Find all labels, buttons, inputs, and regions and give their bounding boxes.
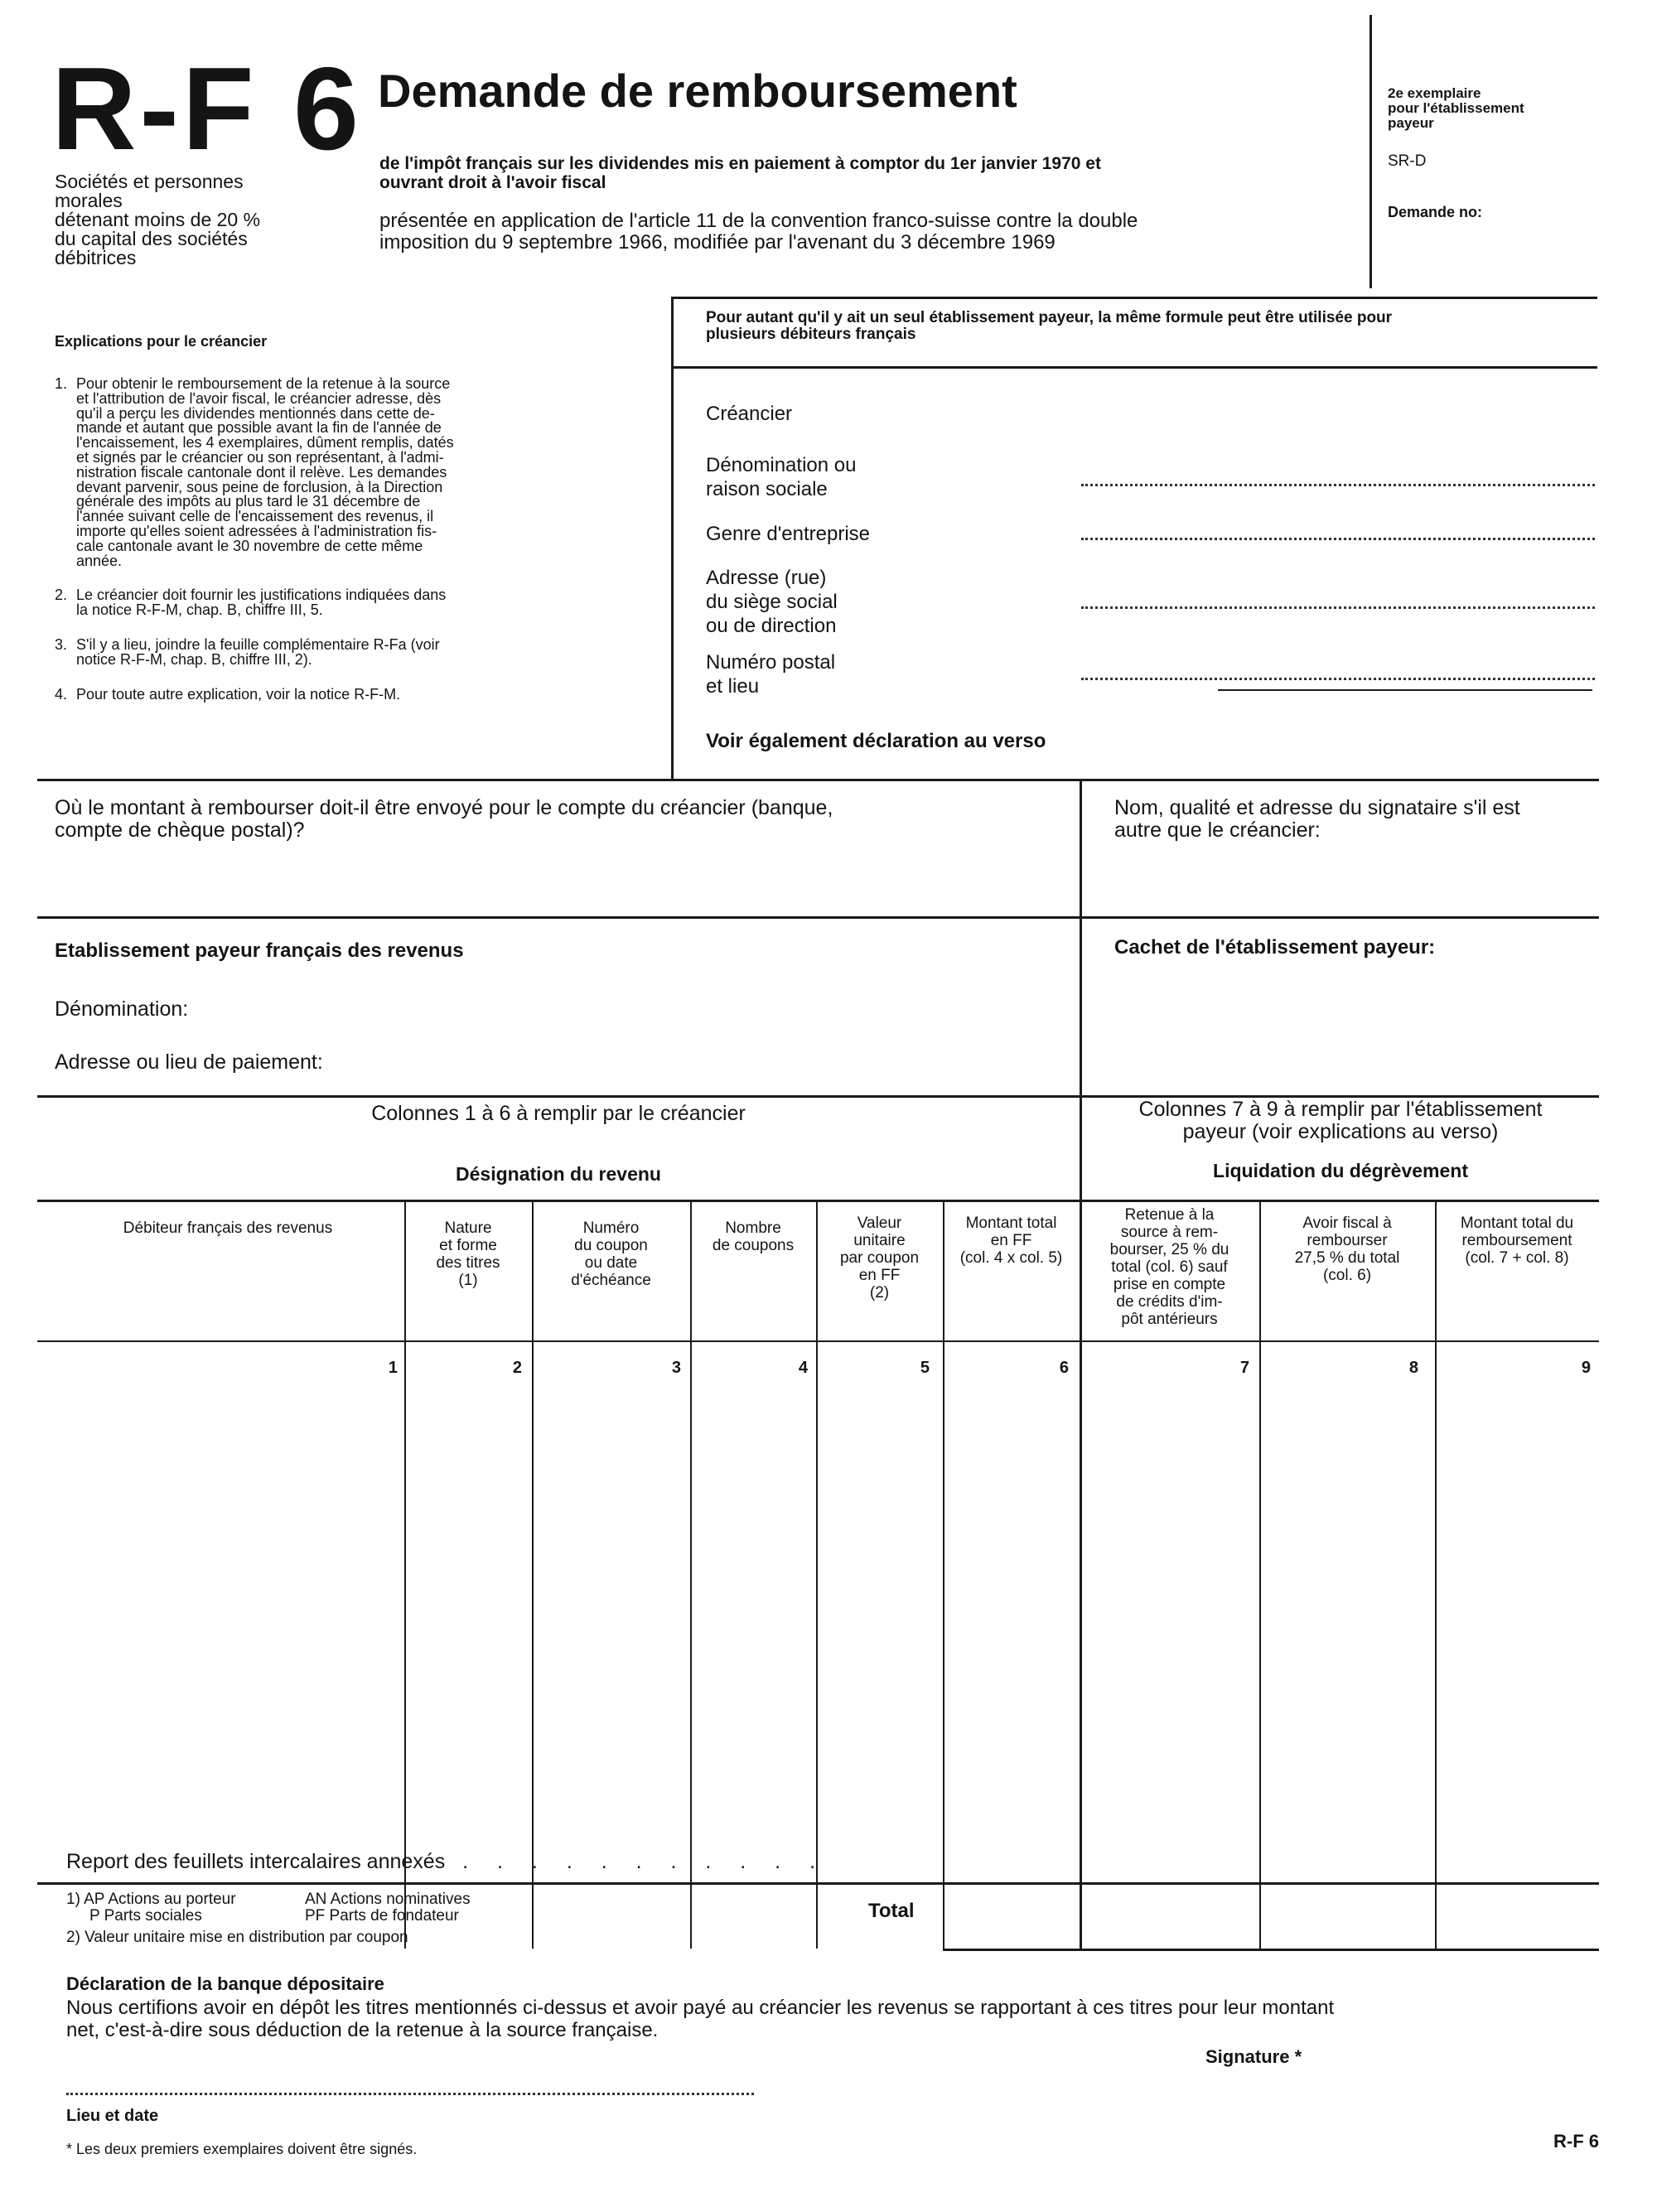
payment-top-rule xyxy=(37,779,1599,781)
company-name-field[interactable] xyxy=(1081,484,1595,486)
establishment-name-label: Dénomination: xyxy=(55,997,189,1021)
column-header-line: en FF xyxy=(990,1232,1032,1249)
label-line: et lieu xyxy=(706,675,760,698)
column-divider xyxy=(816,1200,818,1949)
column-header-line: en FF xyxy=(858,1267,901,1284)
subtitle-line: débitrices xyxy=(55,247,137,268)
convention-reference xyxy=(379,210,1138,254)
column-number-rule xyxy=(37,1340,1599,1342)
column-divider xyxy=(943,1200,944,1949)
signature-note: * Les deux premiers exemplaires doivent être signés. xyxy=(66,2141,418,2157)
subtitle-line: Sociétés et personnes xyxy=(55,171,244,192)
column-header-line: des titres xyxy=(436,1254,500,1272)
signature-label: Signature * xyxy=(1205,2046,1302,2067)
question-line: compte de chèque postal)? xyxy=(55,819,305,842)
postal-underline xyxy=(1218,689,1592,691)
creancier-heading: Créancier xyxy=(706,403,793,425)
declaration-text xyxy=(66,1997,1334,2041)
explanations-list xyxy=(55,377,610,702)
description-line: de l'impôt français sur les dividendes mis en paiement à comptor du 1er janvier 1970 et xyxy=(379,154,1101,173)
form-title: Demande de remboursement xyxy=(378,65,1017,117)
creancier-top-rule xyxy=(671,297,1597,299)
form-code: R-F 6 xyxy=(51,43,362,175)
column-header-2 xyxy=(404,1219,532,1289)
explanation-line: notice R-F-M, chap. B, chiffre III, 2). xyxy=(76,650,312,668)
footnote-text: P Parts sociales xyxy=(89,1907,202,1925)
right-group-title: Liquidation du dégrèvement xyxy=(1213,1160,1468,1181)
label-line: Dénomination ou xyxy=(706,454,857,476)
column-divider xyxy=(690,1200,692,1949)
explanations-title: Explications pour le créancier xyxy=(55,333,268,350)
column-number-8: 8 xyxy=(1408,1359,1418,1377)
table-header-rule xyxy=(37,1200,1599,1202)
left-group-title: Désignation du revenu xyxy=(456,1163,661,1185)
company-name-label xyxy=(706,453,856,501)
column-divider xyxy=(532,1200,534,1949)
declaration-line: net, c'est-à-dire sous déduction de la retenue à la source française. xyxy=(66,2019,659,2041)
explanation-item xyxy=(55,685,610,703)
explanation-line: devant parvenir, sous peine de forclusion, à la Direction xyxy=(76,478,443,495)
column-divider xyxy=(404,1200,406,1949)
column-number-2: 2 xyxy=(512,1359,522,1377)
column-number-6: 6 xyxy=(1059,1359,1069,1377)
convention-line: présentée en application de l'article 11 de la convention franco-suisse contre la double xyxy=(379,210,1138,232)
copy-designation xyxy=(1388,86,1524,131)
request-number-label: Demande no: xyxy=(1388,204,1483,220)
explanation-number: 3. xyxy=(55,635,68,653)
signatory-question xyxy=(1114,797,1520,842)
column-divider xyxy=(1435,1200,1437,1949)
place-date-label: Lieu et date xyxy=(66,2107,159,2125)
footnote-text: PF Parts de fondateur xyxy=(305,1907,459,1925)
column-number-4: 4 xyxy=(798,1359,808,1377)
footnote-text: 1) AP Actions au porteur xyxy=(66,1891,236,1908)
payment-destination-question xyxy=(55,797,833,842)
column-header-line: Nature xyxy=(444,1219,492,1237)
explanation-line: et signés par le créancier ou son représentant, à l'admi- xyxy=(76,448,444,466)
column-header-line: unitaire xyxy=(853,1232,906,1249)
subtitle-line: morales xyxy=(55,190,123,211)
column-header-3 xyxy=(532,1219,690,1289)
explanation-item xyxy=(55,377,610,568)
column-divider xyxy=(1259,1200,1261,1949)
footnote-text: 2) Valeur unitaire mise en distribution par coupon xyxy=(66,1929,408,1946)
creancier-note-rule xyxy=(671,366,1597,369)
header-right-divider xyxy=(1370,15,1372,288)
label-line: Adresse (rue) xyxy=(706,567,827,589)
instruction-line: Colonnes 7 à 9 à remplir par l'établissement xyxy=(1138,1098,1543,1121)
column-header-line: de coupons xyxy=(712,1237,795,1254)
explanation-number: 2. xyxy=(55,587,68,604)
explanation-line: et l'attribution de l'avoir fiscal, le créancier adresse, dès xyxy=(76,389,442,407)
column-header-line: source à rem- xyxy=(1120,1224,1219,1241)
explanation-line: qu'il a perçu les dividendes mentionnés dans cette de- xyxy=(76,404,435,422)
explanation-line: mande et autant que possible avant la fin de l'année de xyxy=(76,419,442,437)
address-field[interactable] xyxy=(1081,606,1595,609)
explanation-number: 4. xyxy=(55,685,68,703)
column-header-line: Débiteur français des revenus xyxy=(123,1219,333,1237)
total-label: Total xyxy=(868,1900,915,1922)
explanation-number: 1. xyxy=(55,375,68,392)
footer-form-code: R-F 6 xyxy=(1553,2131,1599,2152)
explanation-line: la notice R-F-M, chap. B, chiffre III, 5. xyxy=(76,601,323,619)
column-header-line: Numéro xyxy=(582,1219,640,1237)
column-header-line: de crédits d'im- xyxy=(1116,1293,1223,1311)
postal-field[interactable] xyxy=(1081,678,1595,680)
column-header-line: Montant total xyxy=(965,1215,1057,1232)
column-number-9: 9 xyxy=(1581,1359,1591,1377)
explanation-line: cale cantonale avant le 30 novembre de cette même xyxy=(76,537,423,554)
column-header-7 xyxy=(1080,1206,1259,1328)
copy-line: 2e exemplaire xyxy=(1388,85,1481,101)
footnote-securities xyxy=(66,1891,471,1946)
column-header-9 xyxy=(1435,1215,1599,1267)
column-header-line: (col. 4 x col. 5) xyxy=(959,1249,1063,1267)
column-header-5 xyxy=(816,1215,943,1302)
postal-label xyxy=(706,650,835,698)
business-type-label xyxy=(706,522,870,546)
column-header-line: (2) xyxy=(869,1284,890,1302)
column-header-line: du coupon xyxy=(574,1237,648,1254)
signatory-line: autre que le créancier: xyxy=(1114,819,1321,842)
explanation-line: nistration fiscale cantonale dont il relève. Les demandes xyxy=(76,463,447,481)
column-header-4 xyxy=(690,1219,816,1254)
column-header-line: et forme xyxy=(439,1237,497,1254)
carried-forward-text: Report des feuillets intercalaires annexés xyxy=(66,1850,446,1873)
explanation-line: Pour obtenir le remboursement de la retenue à la source xyxy=(76,375,451,392)
copy-line: pour l'établissement xyxy=(1388,100,1524,116)
establishment-top-rule xyxy=(37,916,1599,919)
convention-line: imposition du 9 septembre 1966, modifiée par l'avenant du 3 décembre 1969 xyxy=(379,231,1056,254)
label-line: Genre d'entreprise xyxy=(706,523,871,545)
column-number-1: 1 xyxy=(388,1359,398,1377)
instruction-line: payeur (voir explications au verso) xyxy=(1182,1120,1499,1143)
explanation-line: Le créancier doit fournir les justifications indiquées dans xyxy=(76,587,447,604)
form-description xyxy=(379,154,1101,192)
left-columns-instruction: Colonnes 1 à 6 à remplir par le créancier xyxy=(371,1102,746,1125)
place-date-field[interactable] xyxy=(66,2093,754,2095)
explanation-line: importe qu'elles soient adressées à l'administration fis- xyxy=(76,522,437,539)
column-header-line: ou date xyxy=(584,1254,638,1272)
column-header-line: Avoir fiscal à xyxy=(1302,1215,1392,1232)
business-type-field[interactable] xyxy=(1081,538,1595,540)
column-header-line: remboursement xyxy=(1461,1232,1572,1249)
column-header-line: total (col. 6) sauf xyxy=(1111,1258,1228,1276)
see-also-declaration: Voir également déclaration au verso xyxy=(706,730,1046,752)
column-header-line: prise en compte xyxy=(1113,1276,1226,1293)
note-line: Pour autant qu'il y ait un seul établissement payeur, la même formule peut être utilisée pour xyxy=(706,309,1393,326)
carried-forward-label: Report des feuillets intercalaires annexés . . . . . . . . . . . xyxy=(66,1850,828,1873)
column-header-line: Montant total du xyxy=(1460,1215,1574,1232)
question-line: Où le montant à rembourser doit-il être envoyé pour le compte du créancier (banque, xyxy=(55,796,833,819)
total-top-rule xyxy=(37,1882,1599,1885)
payment-divider xyxy=(1080,779,1082,1095)
column-header-line: Nombre xyxy=(725,1219,781,1237)
explanation-line: l'encaissement, les 4 exemplaires, dûment remplis, datés xyxy=(76,434,454,452)
column-header-line: (col. 7 + col. 8) xyxy=(1465,1249,1569,1267)
form-series-code: SR-D xyxy=(1388,152,1427,170)
column-header-8 xyxy=(1259,1215,1435,1284)
establishment-heading: Etablissement payeur français des revenus xyxy=(55,939,464,962)
declaration-line: Nous certifions avoir en dépôt les titres mentionnés ci-dessus et avoir payé au créancier les revenus se rapportant à ces titres pour leur montant xyxy=(66,1997,1335,2019)
label-line: raison sociale xyxy=(706,478,828,500)
column-header-line: bourser, 25 % du xyxy=(1109,1241,1229,1258)
column-number-5: 5 xyxy=(920,1359,930,1377)
copy-line: payeur xyxy=(1388,115,1434,131)
establishment-stamp-label: Cachet de l'établissement payeur: xyxy=(1114,936,1436,959)
column-header-line: par coupon xyxy=(839,1249,920,1267)
explanation-item xyxy=(55,635,610,668)
form-subtitle xyxy=(55,172,260,268)
explanation-line: générale des impôts au plus tard le 31 décembre de xyxy=(76,493,421,510)
signatory-line: Nom, qualité et adresse du signataire s'il est xyxy=(1114,796,1520,819)
column-number-3: 3 xyxy=(671,1359,681,1377)
column-header-6 xyxy=(943,1215,1080,1267)
explanation-line: l'année suivant celle de l'encaissement des revenus, il xyxy=(76,508,434,525)
total-bottom-rule xyxy=(943,1949,1599,1951)
address-label xyxy=(706,566,838,638)
footnote-text: AN Actions nominatives xyxy=(305,1891,471,1908)
column-number-7: 7 xyxy=(1239,1359,1249,1377)
subtitle-line: du capital des sociétés xyxy=(55,228,248,249)
explanation-line: année. xyxy=(76,552,123,569)
column-header-1 xyxy=(83,1219,373,1237)
establishment-address-label: Adresse ou lieu de paiement: xyxy=(55,1050,323,1074)
creancier-left-divider xyxy=(671,297,674,779)
subtitle-line: détenant moins de 20 % xyxy=(55,209,261,230)
column-header-line: (1) xyxy=(458,1272,478,1289)
creancier-note xyxy=(706,310,1392,343)
label-line: du siège social xyxy=(706,591,838,613)
explanation-item xyxy=(55,588,610,618)
explanation-line: Pour toute autre explication, voir la notice R-F-M. xyxy=(76,685,401,703)
column-header-line: (col. 6) xyxy=(1322,1267,1372,1284)
description-line: ouvrant droit à l'avoir fiscal xyxy=(379,173,606,192)
note-line: plusieurs débiteurs français xyxy=(706,326,916,343)
column-header-line: 27,5 % du total xyxy=(1294,1249,1400,1267)
explanation-line: S'il y a lieu, joindre la feuille complémentaire R-Fa (voir xyxy=(76,635,440,653)
column-header-line: pôt antérieurs xyxy=(1121,1311,1218,1328)
label-line: ou de direction xyxy=(706,615,837,637)
declaration-title: Déclaration de la banque dépositaire xyxy=(66,1973,384,1994)
label-line: Numéro postal xyxy=(706,651,836,674)
right-columns-instruction xyxy=(1082,1099,1599,1143)
column-header-line: d'échéance xyxy=(571,1272,651,1289)
column-header-line: Retenue à la xyxy=(1124,1206,1215,1224)
column-header-line: Valeur xyxy=(857,1215,902,1232)
column-header-line: rembourser xyxy=(1307,1232,1388,1249)
